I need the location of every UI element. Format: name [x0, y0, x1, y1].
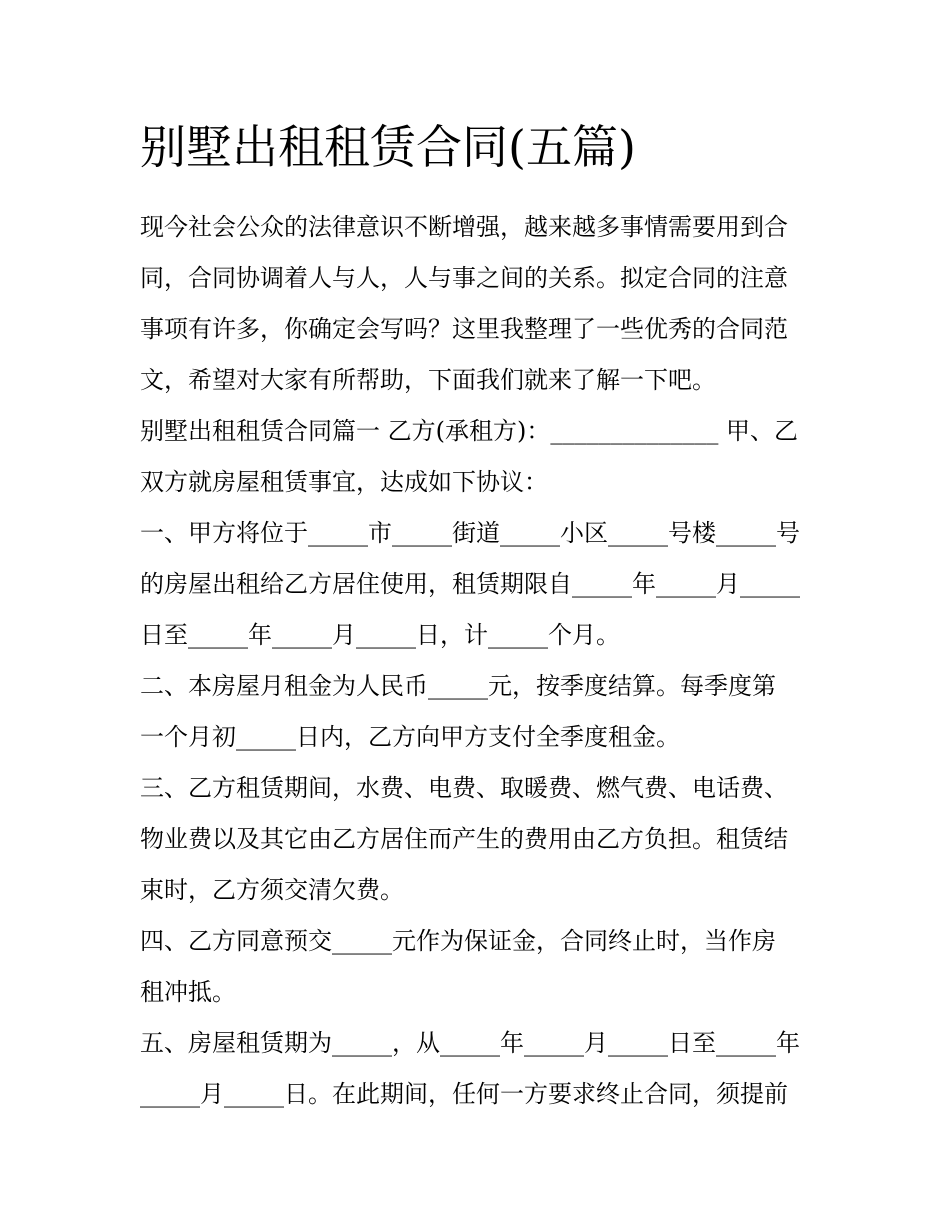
intro-line-1: 现今社会公众的法律意识不断增强，越来越多事情需要用到合	[140, 213, 788, 241]
clause-3-line-1: 三、乙方租赁期间，水费、电费、取暖费、燃气费、电话费、	[140, 774, 788, 802]
document-title: 别墅出租租赁合同(五篇)	[140, 120, 636, 174]
clause-1-line-2: 的房屋出租给乙方居住使用，租赁期限自_____年_____月_____	[140, 570, 800, 598]
contract-heading-line-2: 双方就房屋租赁事宜，达成如下协议：	[140, 468, 548, 496]
clause-5-line-2: _____月_____日。在此期间，任何一方要求终止合同，须提前	[140, 1080, 788, 1108]
clause-1-line-1: 一、甲方将位于_____市_____街道_____小区_____号楼_____号	[140, 519, 800, 547]
clause-1-line-3: 日至_____年_____月_____日，计_____个月。	[140, 621, 620, 649]
intro-line-4: 文，希望对大家有所帮助，下面我们就来了解一下吧。	[140, 366, 716, 394]
intro-line-2: 同，合同协调着人与人，人与事之间的关系。拟定合同的注意	[140, 264, 788, 292]
clause-5-line-1: 五、房屋租赁期为_____，从_____年_____月_____日至_____年	[140, 1029, 800, 1057]
contract-heading-line-1: 别墅出租租赁合同篇一 乙方(承租方)：______________ 甲、乙	[140, 417, 798, 445]
clause-2-line-1: 二、本房屋月租金为人民币_____元，按季度结算。每季度第	[140, 672, 776, 700]
clause-4-line-1: 四、乙方同意预交_____元作为保证金，合同终止时，当作房	[140, 927, 776, 955]
clause-3-line-2: 物业费以及其它由乙方居住而产生的费用由乙方负担。租赁结	[140, 825, 788, 853]
clause-4-line-2: 租冲抵。	[140, 978, 236, 1006]
intro-line-3: 事项有许多，你确定会写吗？这里我整理了一些优秀的合同范	[140, 315, 788, 343]
clause-3-line-3: 束时，乙方须交清欠费。	[140, 876, 404, 904]
clause-2-line-2: 一个月初_____日内，乙方向甲方支付全季度租金。	[140, 723, 680, 751]
document-body	[140, 202, 812, 1120]
